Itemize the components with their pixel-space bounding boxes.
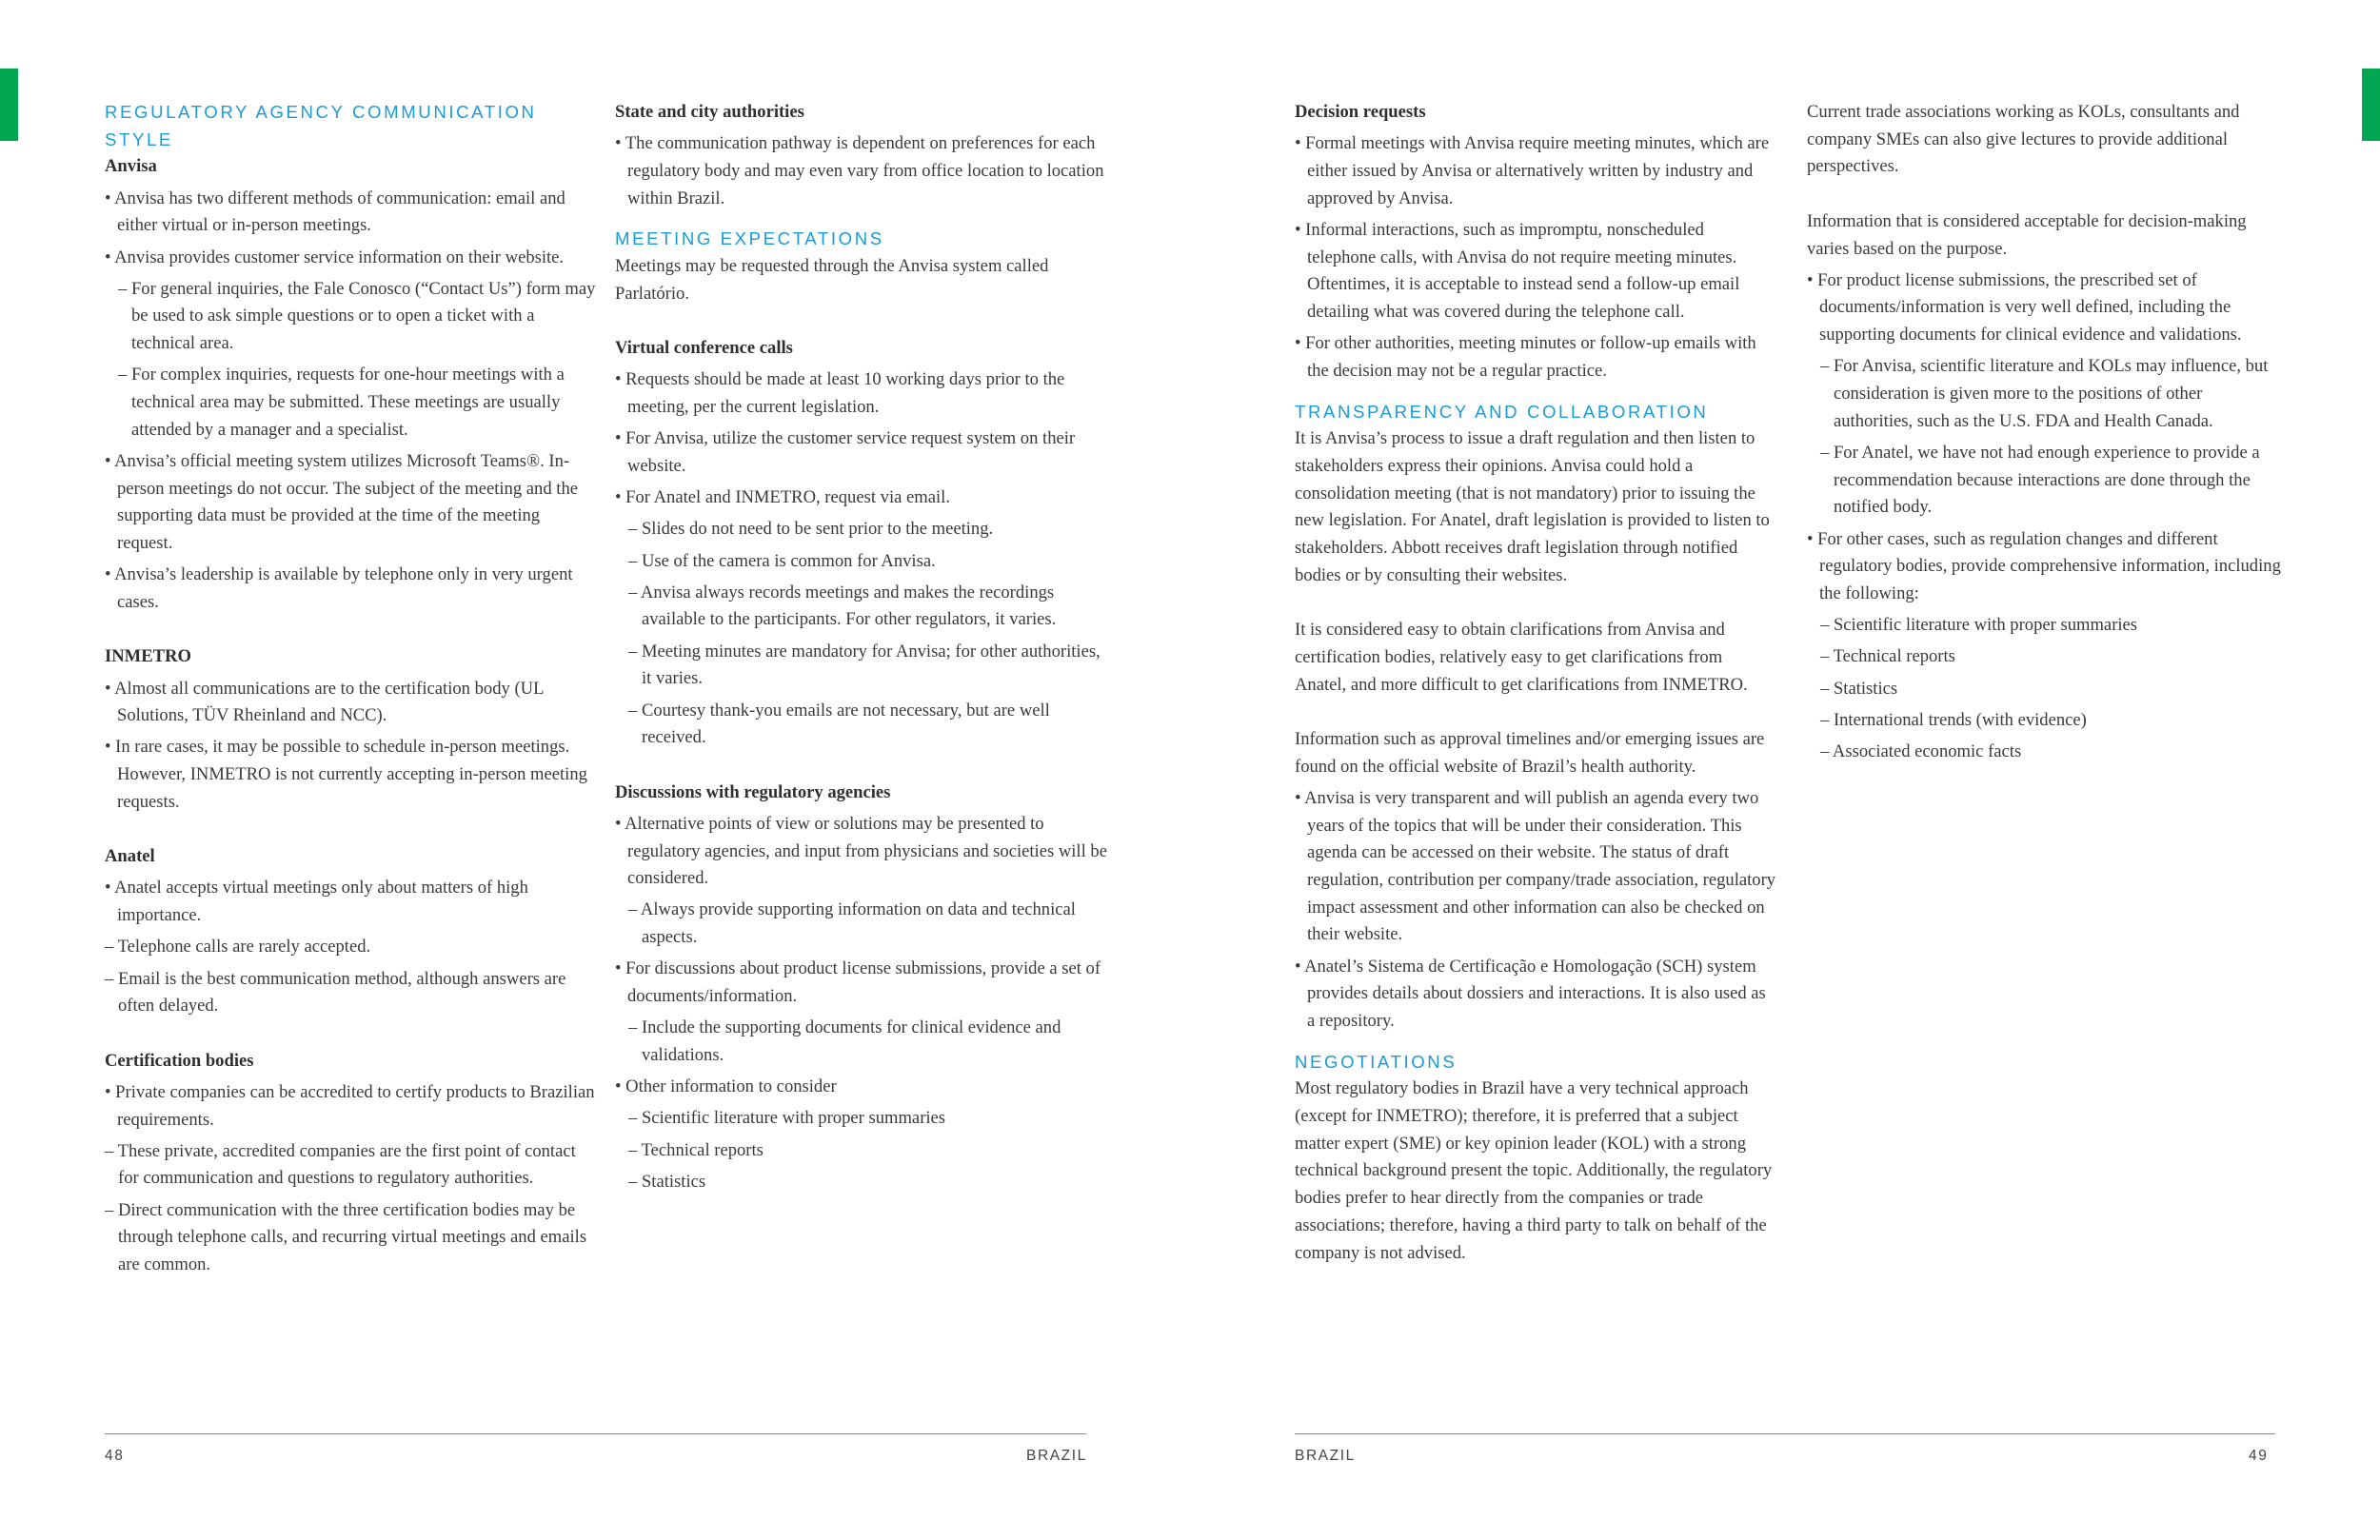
left-edge-tab [0, 69, 18, 141]
bullet-item: • Other information to consider [615, 1076, 837, 1097]
page-number-left: 48 [105, 1448, 125, 1464]
dash-item: – Slides do not need to be sent prior to the meeting. [628, 519, 994, 540]
page-number-right: 49 [2249, 1448, 2269, 1464]
bullet-item: • Formal meetings with Anvisa require meeting minutes, which are either issued by Anvisa or alternatively written by industry and approved by Anvisa. [1295, 133, 1770, 208]
spacer [615, 212, 1110, 226]
dash-item: – Associated economic facts [1820, 740, 2022, 761]
paragraph: Most regulatory bodies in Brazil have a very technical approach (except for INMETRO); therefore, it is preferred that a subject matter expert (SME) or key opinion leader (KOL) with a strong technical background present the topic. Additionally, the regulatory bodies prefer to hear directly from the companies or trade associations; therefore, having a third party to talk on behalf of the company is not advised. [1295, 1078, 1773, 1263]
dash-item: – Statistics [1820, 678, 1898, 699]
bullet-item: • Alternative points of view or solutions may be presented to regulatory agencies, and input from physicians and societies will be considered. [615, 813, 1107, 889]
bullet-item: • Anatel accepts virtual meetings only about matters of high importance. [105, 878, 528, 926]
dash-item: – For general inquiries, the Fale Conosco (“Contact Us”) form may be used to ask simple questions or to open a ticket with a technical area. [118, 278, 596, 354]
bullet-item: • For Anatel and INMETRO, request via email. [615, 487, 950, 508]
spacer [1295, 699, 1776, 726]
subheading: INMETRO [105, 646, 191, 667]
right-edge-tab [2362, 69, 2380, 141]
section-heading: MEETING EXPECTATIONS [615, 228, 884, 249]
dash-item: – Scientific literature with proper summaries [628, 1108, 946, 1129]
bullet-item: • Anatel’s Sistema de Certificação e Homologação (SCH) system provides details about dossiers and interactions. It is also used as a repository. [1295, 956, 1766, 1031]
dash-item: – Technical reports [1820, 646, 1955, 667]
bullet-item: • Anvisa’s official meeting system utilizes Microsoft Teams®. In-person meetings do not occur. The subject of the meeting and the supporting data must be provided at the time of the meeting request. [105, 450, 578, 554]
subheading: Decision requests [1295, 102, 1426, 122]
bullet-item: • The communication pathway is dependent on preferences for each regulatory body and may even vary from office location to location within Brazil. [615, 133, 1104, 208]
bullet-item: • In rare cases, it may be possible to schedule in-person meetings. However, INMETRO is not currently accepting in-person meeting requests. [105, 737, 587, 812]
section-heading: TRANSPARENCY AND COLLABORATION [1295, 401, 1709, 422]
spacer [615, 752, 1110, 780]
bullet-item: • Anvisa is very transparent and will publish an agenda every two years of the topics that will be under their consideration. This agenda can be accessed on their website. The status of draft regulation, contribution per company/trade association, regulatory impact assessment and other information can also be checked on their website. [1295, 787, 1776, 945]
dash-item: – Meeting minutes are mandatory for Anvisa; for other authorities, it varies. [628, 641, 1101, 689]
section-heading: NEGOTIATIONS [1295, 1051, 1458, 1072]
footer-rule-right [1295, 1433, 2275, 1434]
paragraph: It is Anvisa’s process to issue a draft regulation and then listen to stakeholders express their opinions. Anvisa could hold a consolidation meeting (that is not mandatory) prior to issuing the new legislation. For Anatel, draft legislation is provided to listen to stakeholders. Abbott receives draft legislation through notified bodies or by consulting their websites. [1295, 428, 1770, 585]
spacer [1295, 589, 1776, 617]
bullet-item: • For other cases, such as regulation changes and different regulatory bodies, provide comprehensive information, including the following: [1807, 528, 2281, 603]
paragraph: Current trade associations working as KOLs, consultants and company SMEs can also give lectures to provide additional perspectives. [1807, 102, 2240, 177]
subheading: Discussions with regulatory agencies [615, 781, 891, 802]
subheading: Certification bodies [105, 1050, 254, 1071]
dash-item: – For Anatel, we have not had enough experience to provide a recommendation because interactions are done through the notified body. [1820, 442, 2260, 518]
bullet-item: • For discussions about product license submissions, provide a set of documents/information. [615, 958, 1101, 1007]
footer-rule-left [105, 1433, 1086, 1434]
spacer [105, 817, 600, 844]
spacer [1295, 385, 1776, 399]
bullet-item: • Requests should be made at least 10 working days prior to the meeting, per the current legislation. [615, 369, 1065, 418]
paragraph: Information that is considered acceptable for decision-making varies based on the purpose. [1807, 210, 2247, 259]
dash-item: – Direct communication with the three certification bodies may be through telephone calls, and recurring virtual meetings and emails are common. [105, 1199, 587, 1275]
section-heading: REGULATORY AGENCY COMMUNICATION STYLE [105, 102, 537, 149]
paragraph: Information such as approval timelines and/or emerging issues are found on the official website of Brazil’s health authority. [1295, 728, 1765, 777]
dash-item: – Include the supporting documents for clinical evidence and validations. [628, 1017, 1061, 1065]
dash-item: – Technical reports [628, 1139, 764, 1160]
bullet-item: • For other authorities, meeting minutes or follow-up emails with the decision may not be a regular practice. [1295, 333, 1756, 381]
bullet-item: • Anvisa has two different methods of communication: email and either virtual or in-person meetings. [105, 188, 565, 236]
dash-item: – Telephone calls are rarely accepted. [105, 937, 371, 958]
subheading: Virtual conference calls [615, 338, 793, 359]
spacer [105, 1020, 600, 1048]
footer-label-left: BRAZIL [1026, 1448, 1087, 1464]
bullet-item: • Informal interactions, such as impromptu, nonscheduled telephone calls, with Anvisa do not require meeting minutes. Oftentimes, it is acceptable to instead send a follow-up email detailing what was covered during the telephone call. [1295, 219, 1740, 322]
spacer [1295, 1036, 1776, 1049]
column-3 [1295, 99, 1776, 1267]
bullet-item: • For Anvisa, utilize the customer service request system on their website. [615, 428, 1076, 476]
column-1 [105, 99, 600, 1279]
dash-item: – For complex inquiries, requests for one-hour meetings with a technical area may be submitted. These meetings are usually attended by a manager and a specialist. [118, 365, 565, 440]
footer-label-right: BRAZIL [1295, 1448, 1356, 1464]
column-4 [1807, 99, 2283, 766]
spacer [615, 307, 1110, 335]
bullet-item: • Almost all communications are to the certification body (UL Solutions, TÜV Rheinland and NCC). [105, 678, 544, 726]
dash-item: – These private, accredited companies are the first point of contact for communication and questions to regulatory authorities. [105, 1140, 576, 1189]
spacer [105, 617, 600, 644]
dash-item: – Use of the camera is common for Anvisa. [628, 550, 936, 571]
subheading: Anvisa [105, 156, 157, 177]
column-2 [615, 99, 1110, 1195]
dash-item: – Always provide supporting information on data and technical aspects. [628, 899, 1076, 948]
subheading: State and city authorities [615, 102, 804, 122]
bullet-item: • Anvisa’s leadership is available by telephone only in very urgent cases. [105, 564, 573, 612]
dash-item: – Courtesy thank-you emails are not necessary, but are well received. [628, 700, 1050, 748]
paragraph: Meetings may be requested through the Anvisa system called Parlatório. [615, 256, 1049, 304]
dash-item: – Anvisa always records meetings and makes the recordings available to the participants. For other regulators, it varies. [628, 582, 1057, 630]
spacer [1807, 181, 2283, 208]
paragraph: It is considered easy to obtain clarifications from Anvisa and certification bodies, relatively easy to get clarifications from Anatel, and more difficult to get clarifications from INMETRO. [1295, 620, 1748, 695]
bullet-item: • For product license submissions, the prescribed set of documents/information is very well defined, including the supporting documents for clinical evidence and validations. [1807, 269, 2242, 346]
dash-item: – Email is the best communication method, although answers are often delayed. [105, 968, 566, 1017]
dash-item: – For Anvisa, scientific literature and KOLs may influence, but consideration is given more to the positions of other authorities, such as the U.S. FDA and Health Canada. [1820, 356, 2269, 431]
dash-item: – Scientific literature with proper summaries [1820, 615, 2138, 636]
dash-item: – Statistics [628, 1171, 706, 1192]
bullet-item: • Anvisa provides customer service information on their website. [105, 247, 565, 267]
subheading: Anatel [105, 846, 155, 867]
bullet-item: • Private companies can be accredited to certify products to Brazilian requirements. [105, 1081, 595, 1130]
dash-item: – International trends (with evidence) [1820, 709, 2087, 730]
